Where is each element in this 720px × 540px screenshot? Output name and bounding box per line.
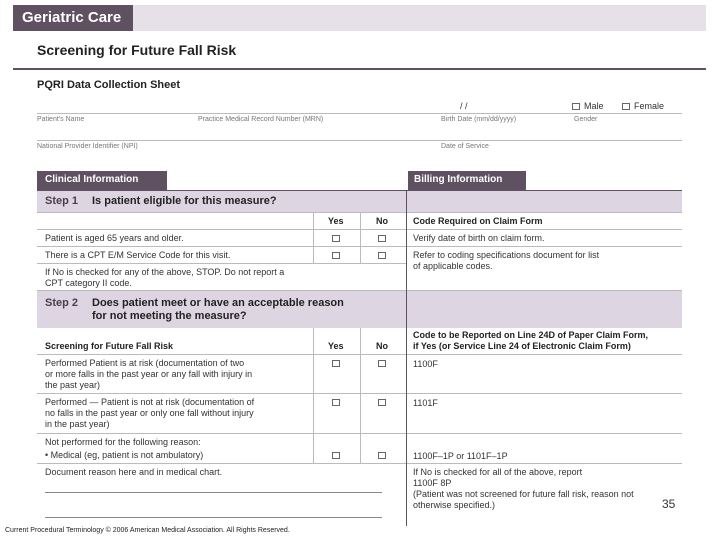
stop-note: If No is checked for any of the above, STOP. Do not report a <box>45 267 285 277</box>
age-yes-checkbox[interactable] <box>332 235 340 242</box>
male-label: Male <box>584 101 604 111</box>
patient-name-label: Patient's Name <box>37 116 85 123</box>
code-1p: 1100F–1P or 1101F–1P <box>413 451 508 461</box>
male-checkbox[interactable] <box>572 103 580 110</box>
step2-question: Does patient meet or have an acceptable reason <box>92 297 344 309</box>
document-reason-text: Document reason here and in medical chart. <box>45 467 223 477</box>
step2-question: for not meeting the measure? <box>92 310 247 322</box>
at-risk-no-checkbox[interactable] <box>378 360 386 367</box>
performed-at-risk-text: Performed Patient is at risk (documentation of two <box>45 358 245 368</box>
birth-date-separator: / / <box>460 101 468 111</box>
age-no-checkbox[interactable] <box>378 235 386 242</box>
code-reported-header: Code to be Reported on Line 24D of Paper Claim Form, <box>413 330 649 340</box>
patient-line <box>37 113 682 114</box>
rule <box>37 463 682 464</box>
female-label: Female <box>634 101 665 111</box>
column-divider <box>313 328 314 463</box>
step1-yes-header: Yes <box>328 216 344 226</box>
performed-not-at-risk-text: Performed — Patient is not at risk (documentation of <box>45 397 255 407</box>
performed-not-at-risk-text: in the past year) <box>45 419 110 429</box>
code-1100f: 1100F <box>413 359 438 369</box>
code-reported-header: if Yes (or Service Line 24 of Electronic Claim Form) <box>413 341 631 351</box>
copyright: Current Procedural Terminology © 2006 American Medical Association. All Rights Reserved. <box>5 527 290 534</box>
sheet-title: PQRI Data Collection Sheet <box>37 79 181 91</box>
header-band <box>133 5 706 31</box>
final-note: If No is checked for all of the above, report <box>413 467 583 477</box>
npi-line <box>37 140 682 141</box>
performed-not-at-risk-text: no falls in the past year or only one fall without injury <box>45 408 254 418</box>
date-of-service-label: Date of Service <box>441 143 489 150</box>
divider <box>13 68 706 70</box>
reason-line <box>45 517 382 518</box>
page-title: Screening for Future Fall Risk <box>37 42 237 58</box>
reason-line <box>45 492 382 493</box>
geriatric-care-tag: Geriatric Care <box>13 5 133 31</box>
final-note: 1100F 8P <box>413 478 452 488</box>
billing-information-tab: Billing Information <box>408 171 526 190</box>
step1-question: Is patient eligible for this measure? <box>92 195 277 207</box>
step1-label: Step 1 <box>45 195 79 207</box>
performed-at-risk-text: the past year) <box>45 380 101 390</box>
rule <box>37 263 407 264</box>
step2-yes-header: Yes <box>328 341 344 351</box>
clinical-information-tab: Clinical Information <box>37 171 167 190</box>
stop-note: CPT category II code. <box>45 278 132 288</box>
birth-date-label: Birth Date (mm/dd/yyyy) <box>441 116 517 123</box>
performed-at-risk-text: or more falls in the past year or any fall with injury in <box>45 369 253 379</box>
cpt-billing-note: of applicable codes. <box>413 261 493 271</box>
not-performed-text: • Medical (eg, patient is not ambulatory) <box>45 450 204 460</box>
final-note: (Patient was not screened for future fall risk, reason not <box>413 489 634 499</box>
final-note: otherwise specified.) <box>413 500 496 510</box>
page-number: 35 <box>662 497 676 511</box>
column-divider <box>360 212 361 263</box>
cpt-criterion: There is a CPT E/M Service Code for this visit. <box>45 250 231 260</box>
at-risk-yes-checkbox[interactable] <box>332 360 340 367</box>
code-required-header: Code Required on Claim Form <box>413 216 543 226</box>
not-performed-text: Not performed for the following reason: <box>45 437 201 447</box>
column-divider <box>313 212 314 263</box>
cpt-billing-note: Refer to coding specifications document for list <box>413 250 600 260</box>
female-checkbox[interactable] <box>622 103 630 110</box>
medical-yes-checkbox[interactable] <box>332 452 340 459</box>
step2-no-header: No <box>376 341 388 351</box>
cpt-yes-checkbox[interactable] <box>332 252 340 259</box>
gender-label: Gender <box>574 116 598 123</box>
medical-no-checkbox[interactable] <box>378 452 386 459</box>
npi-label: National Provider Identifier (NPI) <box>37 143 138 150</box>
step1-no-header: No <box>376 216 388 226</box>
age-criterion: Patient is aged 65 years and older. <box>45 233 184 243</box>
step2-label: Step 2 <box>45 297 79 309</box>
not-at-risk-yes-checkbox[interactable] <box>332 399 340 406</box>
screening-column-header: Screening for Future Fall Risk <box>45 341 174 351</box>
not-at-risk-no-checkbox[interactable] <box>378 399 386 406</box>
column-divider <box>406 191 407 526</box>
mrn-label: Practice Medical Record Number (MRN) <box>198 116 324 123</box>
code-1101f: 1101F <box>413 398 438 408</box>
column-divider <box>360 328 361 463</box>
cpt-no-checkbox[interactable] <box>378 252 386 259</box>
age-billing-note: Verify date of birth on claim form. <box>413 233 545 243</box>
